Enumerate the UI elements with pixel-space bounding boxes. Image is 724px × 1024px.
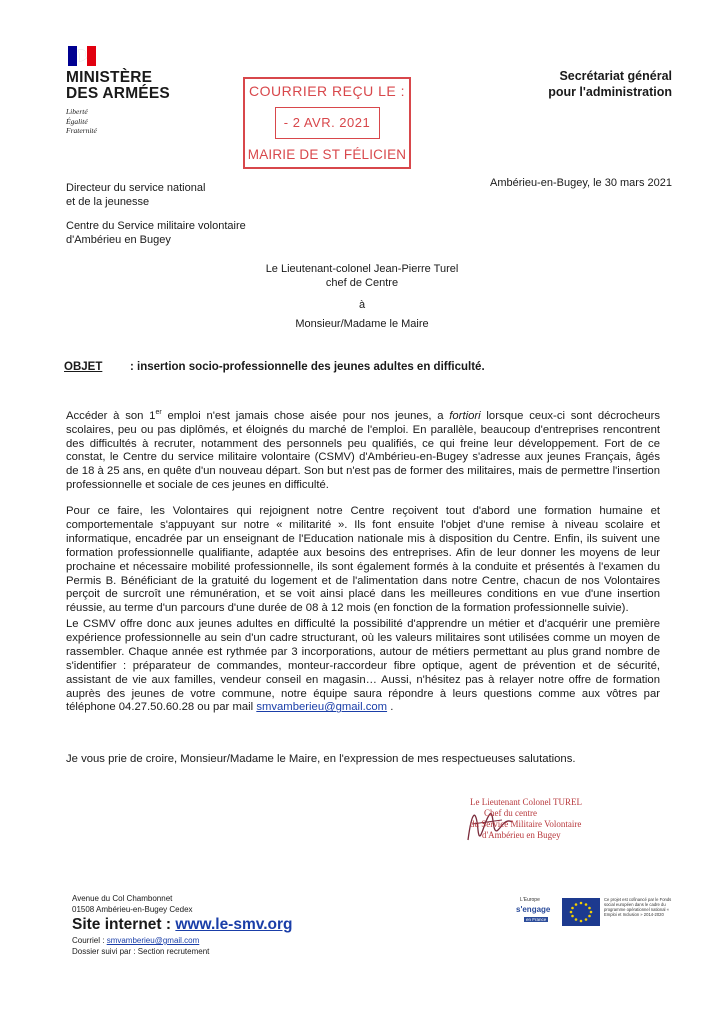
footer-email-link[interactable]: smvamberieu@gmail.com (106, 936, 200, 945)
footer-website: Site internet : www.le-smv.org (72, 916, 293, 933)
stamp-date: - 2 AVR. 2021 (283, 115, 371, 130)
addressing-a: à (358, 299, 366, 311)
paragraph-intro: Accéder à son 1er emploi n'est jamais chose aisée pour nos jeunes, a fortiori lorsque ceux-ci sont décrocheurs scolaires, peu ou pas diplômés, et éloignés du marché de l'emploi. En parallèle, beaucoup d'entreprises rencontrent des difficultés à recruter, notamment des personnels peu qualifiés, ce qui freine leur développement. Fort de ce constat, le Centre du service militaire volontaire (CSMV) d'Ambérieu-en-Bugey s'adresse aux jeunes Français, âgés de 18 à 25 ans, en quête d'un nouveau départ. Son but n'est pas de former des militaires, mais de permettre l'insertion professionnelle et sociale de ces jeunes en difficulté. (66, 409, 660, 492)
addresser: Le Lieutenant-colonel Jean-Pierre Turel chef de Centre (265, 263, 459, 289)
eu-cofinancing-text: Ce projet est cofinancé par le Fonds social européen dans le cadre du programme opérationnel national « Emploi et Inclusion » 2014-2020 (604, 897, 672, 917)
paragraph-offer: Le CSMV offre donc aux jeunes adultes en difficulté la possibilité d'apprendre un métier et d'acquérir une première expérience professionnelle au sein d'un cadre structurant, où les valeurs militaires sont utilisées comme un moyen de rassembler. Chaque année est rythmée par 3 incorporations, autour de métiers permettant au plus grand nombre de s'identifier : préparateur de commandes, monteur-raccordeur fibre optique, agent de prévention et de sécurité, assistant de vie aux familles, vendeur conseil en magasin… Aussi, n'hésitez pas à relayer notre offre de formation auprès des jeunes de votre commune, notre équipe saura répondre à leurs questions comme aux vôtres par téléphone 04.27.50.60.28 ou par mail smvamberieu@gmail.com . (66, 618, 660, 714)
marianne-logo-icon (68, 46, 96, 66)
sender-direction: Directeur du service national et de la jeunesse (66, 182, 206, 208)
signature-block: Le Lieutenant Colonel TUREL Chef du centre du Service Militaire Volontaire d'Ambérieu en Bugey (470, 797, 583, 840)
paragraph-formation: Pour ce faire, les Volontaires qui rejoignent notre Centre reçoivent tout d'abord une formation humaine et comportementale s'appuyant sur notre « militarité ». Ils font ensuite l'objet d'une remise à niveau scolaire et informatique, encadrée par un enseignant de l'Education nationale mis à disposition du Centre. Enfin, ils suivent une formation professionnelle qualifiante, adaptée aux besoins des entreprises. Afin de leur donner les moyens de leur prochaine et nécessaire mobilité professionnelle, ils sont également formés à la conduite et présentés à l'examen du Permis B. Bénéficiant de la gratuité du logement et de l'alimentation dans notre Centre, chacun de nos Volontaires perçoit de surcroît une rémunération, et se voit ainsi placé dans les meilleures conditions en vue d'une insertion réussie, au terme d'un parcours d'une durée de 08 à 12 mois (en fonction de la formation professionnelle suivie). (66, 505, 660, 615)
website-link[interactable]: www.le-smv.org (175, 916, 293, 933)
place-date: Ambérieu-en-Bugey, le 30 mars 2021 (489, 177, 672, 189)
stamp-label: COURRIER REÇU LE : (248, 83, 406, 99)
contact-email-link[interactable]: smvamberieu@gmail.com (256, 701, 388, 714)
stamp-town: MAIRIE DE ST FÉLICIEN (247, 147, 407, 162)
eu-flag-icon (562, 898, 600, 926)
sender-centre: Centre du Service militaire volontaire d'Ambérieu en Bugey (66, 220, 246, 246)
republic-motto: Liberté Égalité Fraternité (66, 107, 97, 135)
footer-address: Avenue du Col Chambonnet 01508 Ambérieu-en-Bugey Cedex (72, 894, 193, 914)
objet-text: : insertion socio-professionnelle des jeunes adultes en difficulté. (130, 361, 485, 373)
objet-label: OBJET (64, 361, 103, 373)
department-heading: Secrétariat général pour l'administration (548, 69, 672, 99)
ministry-title: MINISTÈRE DES ARMÉES (66, 69, 170, 102)
europe-engage-logo: L'Europe s'engage en France (516, 897, 551, 922)
addressee: Monsieur/Madame le Maire (295, 318, 429, 330)
received-stamp (243, 77, 411, 169)
paragraph-closing: Je vous prie de croire, Monsieur/Madame le Maire, en l'expression de mes respectueuses salutations. (66, 753, 576, 765)
footer-contact: Courriel : smvamberieu@gmail.com Dossier suivi par : Section recrutement (72, 936, 210, 956)
